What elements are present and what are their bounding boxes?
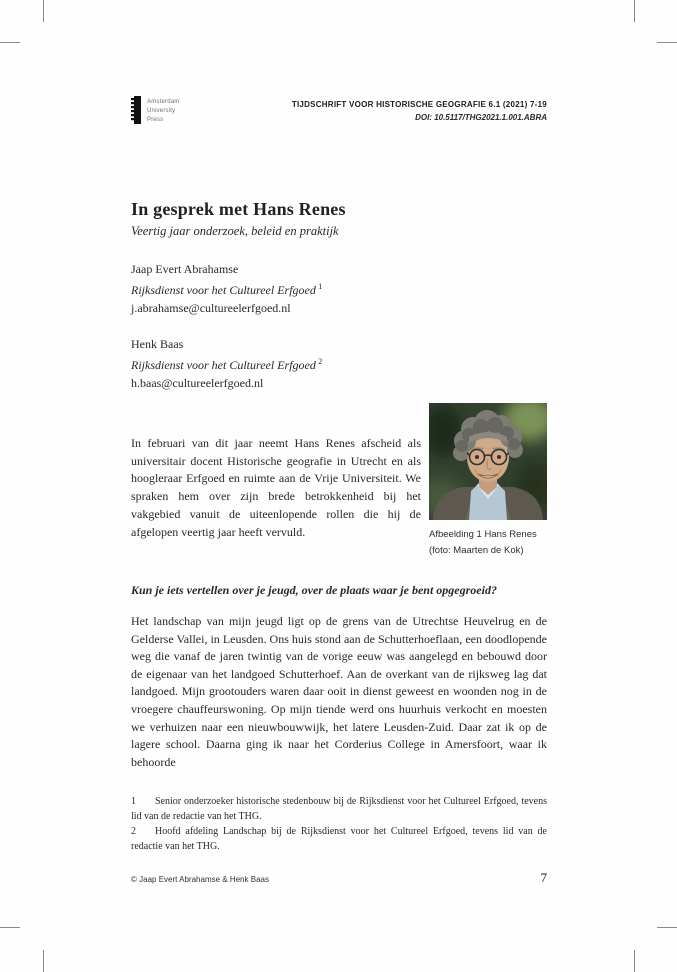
- figure-caption-line1: Afbeelding 1 Hans Renes: [429, 529, 537, 540]
- author-block: [131, 260, 322, 392]
- footnotes: [131, 794, 547, 854]
- footnote-text: Senior onderzoeker historische stedenbouw bij de Rijksdienst voor het Cultureel Erfgoed, tevens lid van de redactie van het THG.: [131, 796, 547, 822]
- footnote-text: Hoofd afdeling Landschap bij de Rijksdienst voor het Cultureel Erfgoed, tevens lid van de redactie van het THG.: [131, 826, 547, 852]
- copyright-line: © Jaap Evert Abrahamse & Henk Baas: [131, 875, 269, 884]
- crop-mark: [43, 0, 44, 22]
- author-name: Jaap Evert Abrahamse: [131, 262, 239, 276]
- figure-caption-line2: (foto: Maarten de Kok): [429, 545, 524, 556]
- footnote: [131, 824, 547, 854]
- author: [131, 260, 322, 317]
- publisher-logo: [131, 96, 179, 125]
- logo-text-line: Amsterdam: [147, 99, 180, 105]
- figure-caption: [429, 527, 547, 559]
- crop-mark: [657, 42, 677, 43]
- doi-line: DOI: 10.5117/THG2021.1.001.ABRA: [415, 113, 547, 122]
- crop-mark: [634, 950, 635, 972]
- interview-question: Kun je iets vertellen over je jeugd, over de plaats waar je bent opgegroeid?: [131, 583, 497, 597]
- crop-mark: [634, 0, 635, 22]
- author: [131, 335, 322, 392]
- title-block: [131, 199, 346, 239]
- logo-text-line: University: [147, 108, 176, 114]
- page-number: 7: [540, 870, 547, 885]
- journal-citation: TIJDSCHRIFT VOOR HISTORISCHE GEOGRAFIE 6.1 (2021) 7-19: [291, 100, 547, 109]
- footnote-number: 2: [131, 826, 136, 837]
- footnote-number: 1: [131, 796, 136, 807]
- article-title: In gesprek met Hans Renes: [131, 199, 346, 219]
- crop-mark: [0, 927, 20, 928]
- crop-mark: [43, 950, 44, 972]
- author-email: h.baas@cultureelerfgoed.nl: [131, 376, 264, 390]
- crop-mark: [657, 927, 677, 928]
- footnote: [131, 794, 547, 824]
- footnote-reference: 1: [318, 282, 323, 291]
- lead-paragraph: In februari van dit jaar neemt Hans Renes afscheid als universitair docent Historische geografie in Utrecht en als hoogleraar Erfgoed en ruimte aan de Vrije Universiteit. We spraken hem over zijn brede betrokkenheid bij het vakgebied vanuit de uiteenlopende rollen die hij de afgelopen veertig jaar heeft vervuld.: [131, 436, 421, 539]
- aup-logo-icon: [131, 96, 141, 124]
- author-affiliation: [131, 278, 322, 299]
- author-name: Henk Baas: [131, 337, 184, 351]
- logo-text-line: Press: [147, 117, 164, 123]
- portrait-photo: [429, 403, 547, 520]
- figure-1: [429, 403, 547, 559]
- affiliation-text: Rijksdienst voor het Cultureel Erfgoed: [131, 358, 316, 372]
- interview-answer: Het landschap van mijn jeugd ligt op de grens van de Utrechtse Heuvelrug en de Gelderse Vallei, in Leusden. Ons huis stond aan de Schutterhoeflaan, een doodlopende weg die vanaf de jaren twintig van de vorige eeuw was aangelegd en bebouwd door de eigenaar van het landgoed Schutterhoef. Aan de overkant van de rijksweg lag dat landgoed. Mijn grootouders waren daar ooit in dienst geweest en woonden nog in de vroegere chauffeurswoning. Op mijn tiende werd ons huurhuis verkocht en moesten we verhuizen naar een nieuwbouwwijk, het latere Leusden-Zuid. Daar zat ik op de lagere school. Daarna ging ik naar het Corderius College in Amersfoort, waar ik behoorde: [131, 614, 547, 769]
- author-email: j.abrahamse@cultureelerfgoed.nl: [131, 301, 291, 315]
- journal-info: [292, 100, 547, 122]
- affiliation-text: Rijksdienst voor het Cultureel Erfgoed: [131, 283, 316, 297]
- article-subtitle: Veertig jaar onderzoek, beleid en praktijk: [131, 224, 339, 238]
- footnote-reference: 2: [318, 357, 323, 366]
- author-affiliation: [131, 353, 322, 374]
- publisher-name: [147, 96, 179, 125]
- crop-mark: [0, 42, 20, 43]
